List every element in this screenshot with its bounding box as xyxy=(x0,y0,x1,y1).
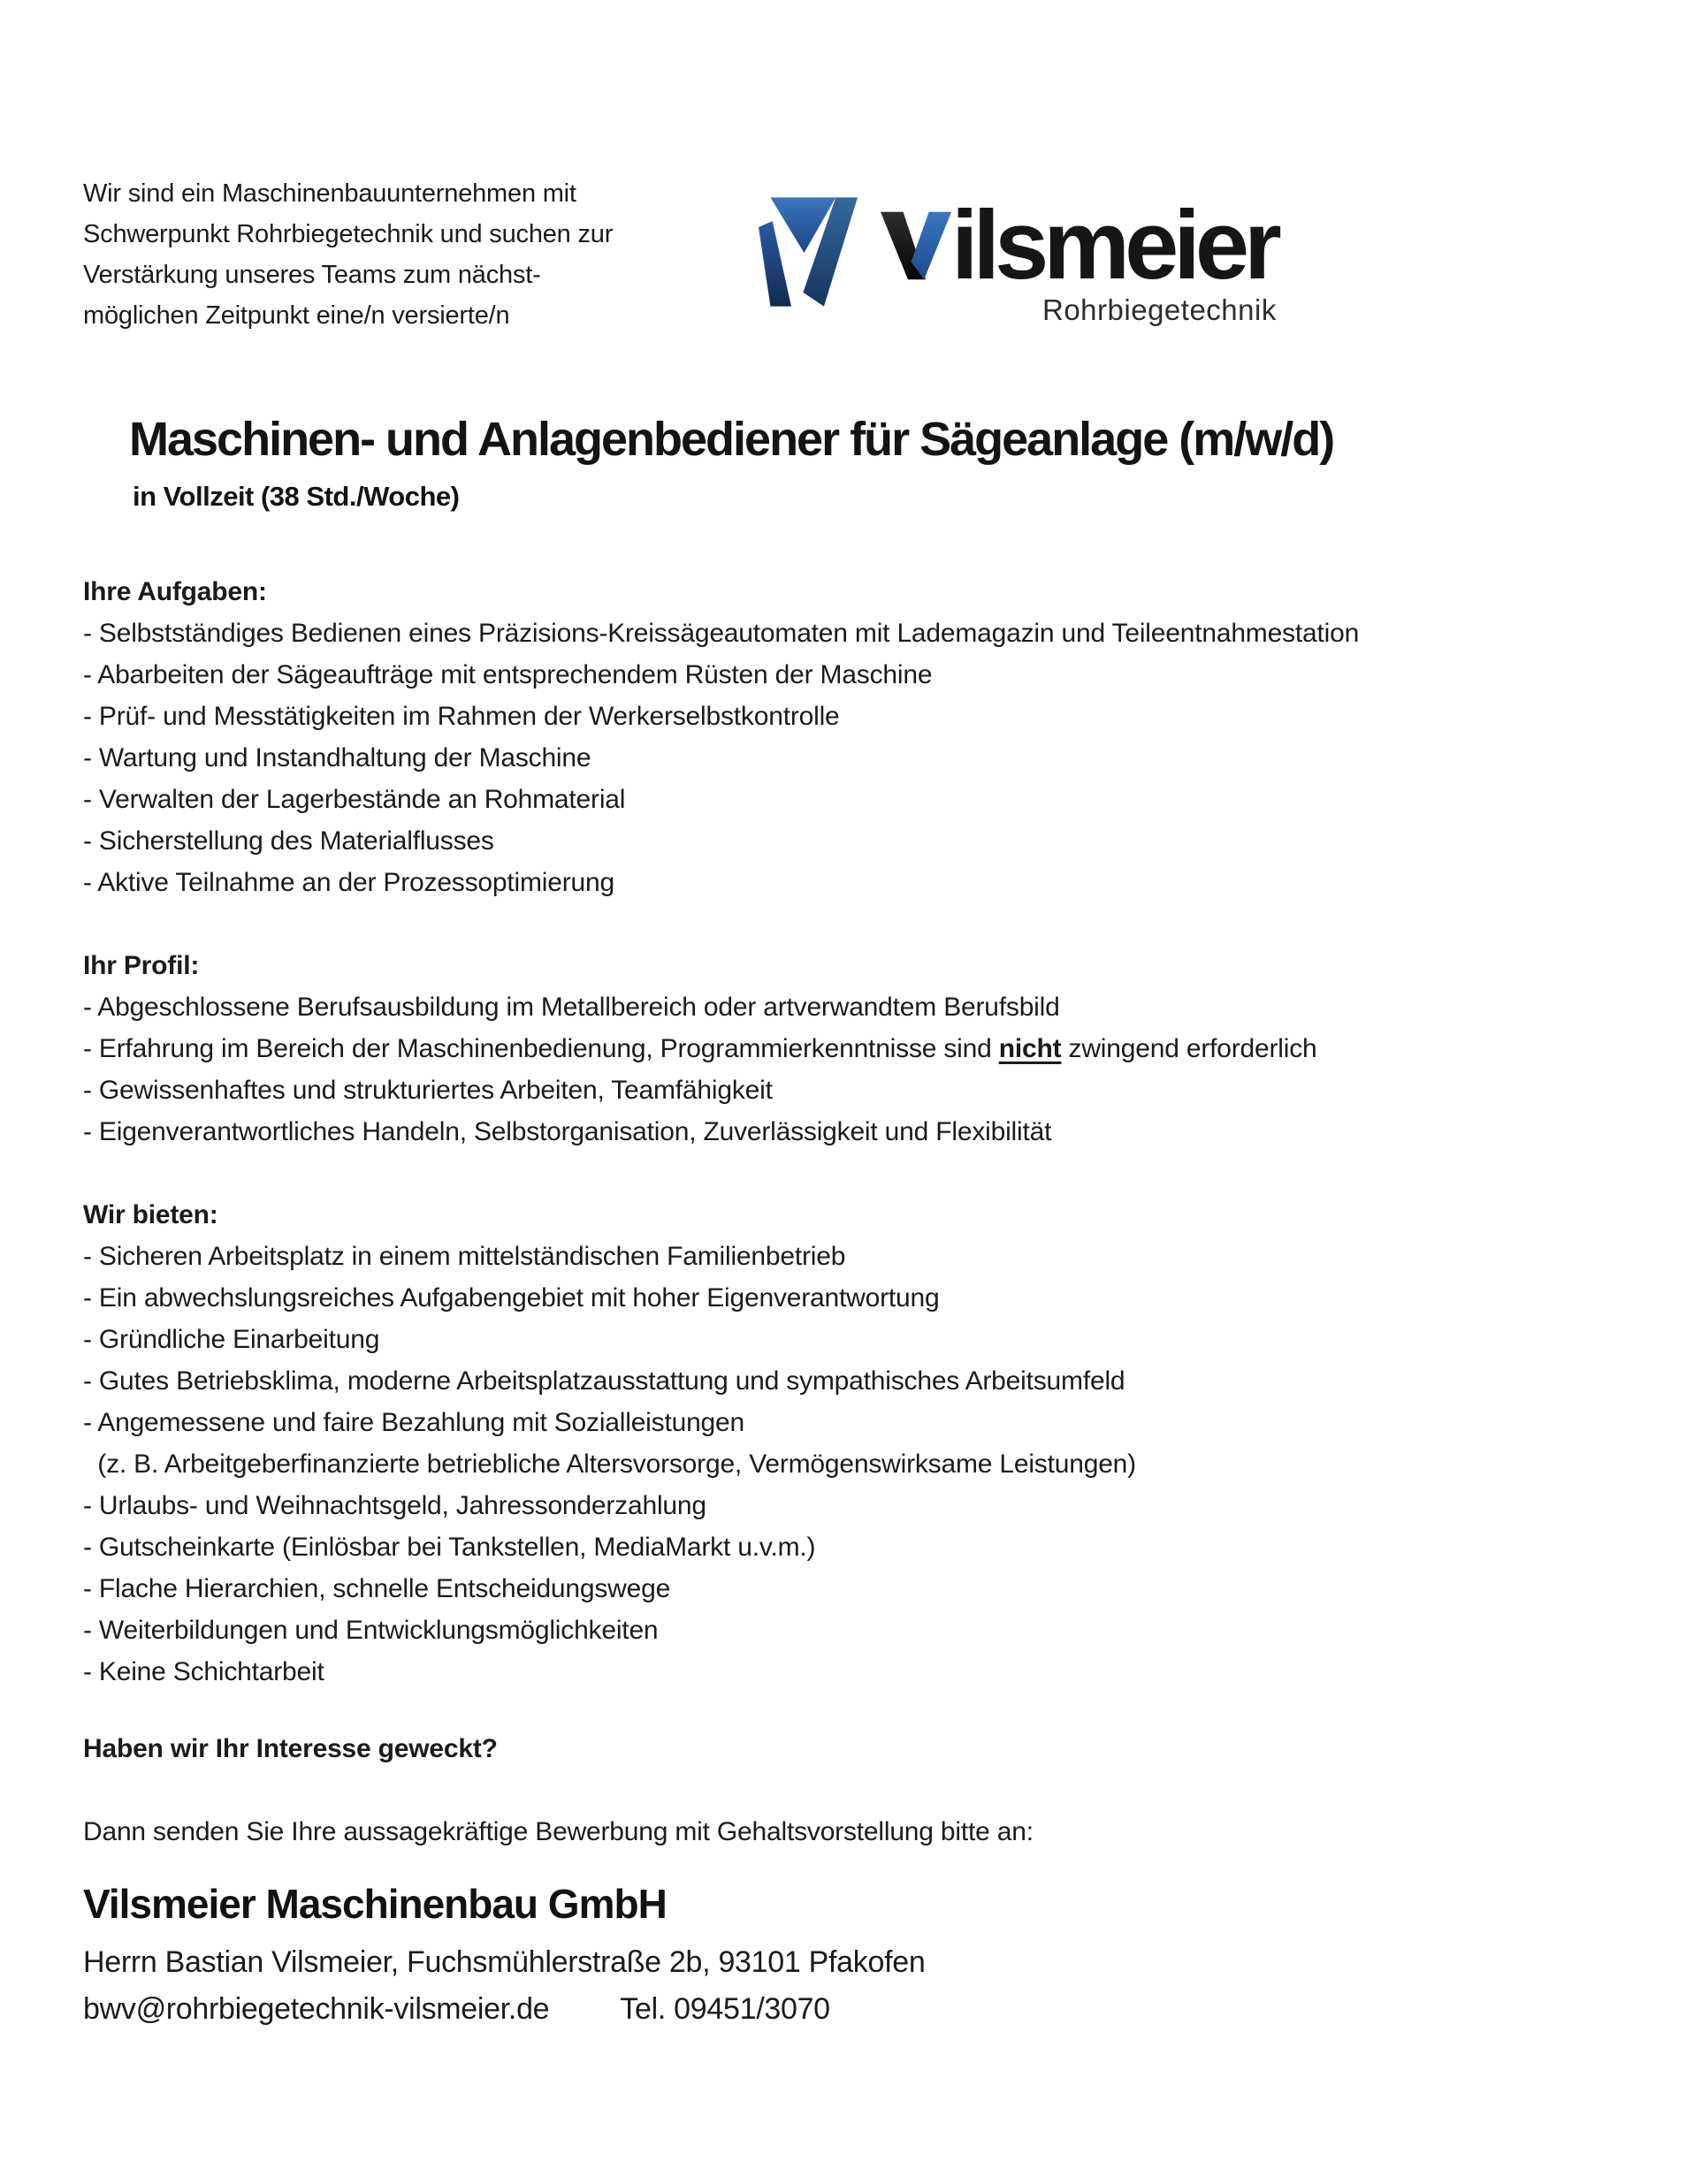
section-wir-bieten xyxy=(83,1194,1639,1693)
contact-email: bwv@rohrbiegetechnik-vilsmeier.de xyxy=(83,1992,550,2026)
list-item: - Abgeschlossene Berufsausbildung im Metallbereich oder artverwandtem Berufsbild xyxy=(83,993,1060,1022)
emphasized-text: nicht xyxy=(998,1034,1062,1063)
section-heading: Ihre Aufgaben: xyxy=(83,577,267,606)
list-item: - Aktive Teilnahme an der Prozessoptimierung xyxy=(83,868,614,897)
vilsmeier-v-mark-icon xyxy=(759,196,858,308)
contact-phone: Tel. 09451/3070 xyxy=(620,1992,830,2026)
section-heading: Ihr Profil: xyxy=(83,951,200,980)
list-item: - Prüf- und Messtätigkeiten im Rahmen der Werkerselbstkontrolle xyxy=(83,702,840,731)
list-item: - Wartung und Instandhaltung der Maschine xyxy=(83,743,591,772)
logo-tagline: Rohrbiegetechnik xyxy=(1042,293,1277,326)
list-item: - Gutes Betriebsklima, moderne Arbeitsplatzausstattung und sympathisches Arbeitsumfeld xyxy=(83,1366,1125,1396)
list-item: - Sicherstellung des Materialflusses xyxy=(83,826,494,856)
intro-line: Schwerpunkt Rohrbiegetechnik und suchen zur xyxy=(83,220,614,248)
contact-row xyxy=(83,1986,1639,2033)
intro-line: möglichen Zeitpunkt eine/n versierte/n xyxy=(83,301,510,330)
application-note: Dann senden Sie Ihre aussagekräftige Bewerbung mit Gehaltsvorstellung bitte an: xyxy=(83,1817,1034,1846)
interest-question: Haben wir Ihr Interesse geweckt? xyxy=(83,1734,498,1763)
section-aufgaben xyxy=(83,571,1639,903)
list-item: - Abarbeiten der Sägeaufträge mit entsprechendem Rüsten der Maschine xyxy=(83,660,933,689)
list-item: - Weiterbildungen und Entwicklungsmöglichkeiten xyxy=(83,1616,659,1645)
list-item-text: zwingend erforderlich xyxy=(1061,1034,1317,1063)
section-heading: Wir bieten: xyxy=(83,1200,218,1229)
list-item: - Gewissenhaftes und strukturiertes Arbeiten, Teamfähigkeit xyxy=(83,1076,773,1105)
intro-paragraph xyxy=(83,173,613,336)
list-item: - Urlaubs- und Weihnachtsgeld, Jahressonderzahlung xyxy=(83,1491,706,1520)
intro-line: Verstärkung unseres Teams zum nächst- xyxy=(83,261,541,289)
logo-text-block xyxy=(881,191,1277,327)
company-name: Vilsmeier Maschinenbau GmbH xyxy=(83,1881,667,1927)
job-title: Maschinen- und Anlagenbediener für Sägeanlage (m/w/d) xyxy=(129,413,1334,466)
list-item: - Ein abwechslungsreiches Aufgabengebiet mit hoher Eigenverantwortung xyxy=(83,1283,940,1313)
intro-line: Wir sind ein Maschinenbauunternehmen mit xyxy=(83,179,576,208)
logo-wordmark xyxy=(881,191,1277,300)
list-item: - Sicheren Arbeitsplatz in einem mittelständischen Familienbetrieb xyxy=(83,1242,846,1271)
job-subtitle: in Vollzeit (38 Std./Woche) xyxy=(133,481,460,512)
list-item: - Keine Schichtarbeit xyxy=(83,1657,324,1686)
list-item: - Selbstständiges Bedienen eines Präzisions-Kreissägeautomaten mit Lademagazin und Teileentnahmestation xyxy=(83,619,1360,648)
list-item: - Verwalten der Lagerbestände an Rohmaterial xyxy=(83,785,626,814)
wordmark-rest-text: ilsmeier xyxy=(951,191,1277,300)
company-logo xyxy=(759,191,1277,327)
wordmark-v-glyph-icon xyxy=(881,209,953,283)
address-line: Herrn Bastian Vilsmeier, Fuchsmühlerstraße 2b, 93101 Pfakofen xyxy=(83,1945,926,1979)
job-ad-body xyxy=(83,571,1639,2033)
list-item: - Angemessene und faire Bezahlung mit Sozialleistungen xyxy=(83,1408,745,1437)
list-item: - Gründliche Einarbeitung xyxy=(83,1325,380,1354)
list-item xyxy=(83,1028,1639,1069)
list-item: - Flache Hierarchien, schnelle Entscheidungswege xyxy=(83,1574,671,1603)
list-item: - Gutscheinkarte (Einlösbar bei Tankstellen, MediaMarkt u.v.m.) xyxy=(83,1533,816,1562)
list-item-text: - Erfahrung im Bereich der Maschinenbedienung, Programmierkenntnisse sind xyxy=(83,1034,999,1063)
list-item: - Eigenverantwortliches Handeln, Selbstorganisation, Zuverlässigkeit und Flexibilität xyxy=(83,1117,1052,1146)
list-item-continuation: (z. B. Arbeitgeberfinanzierte betriebliche Altersvorsorge, Vermögenswirksame Leistungen) xyxy=(83,1450,1136,1479)
section-profil xyxy=(83,945,1639,1153)
